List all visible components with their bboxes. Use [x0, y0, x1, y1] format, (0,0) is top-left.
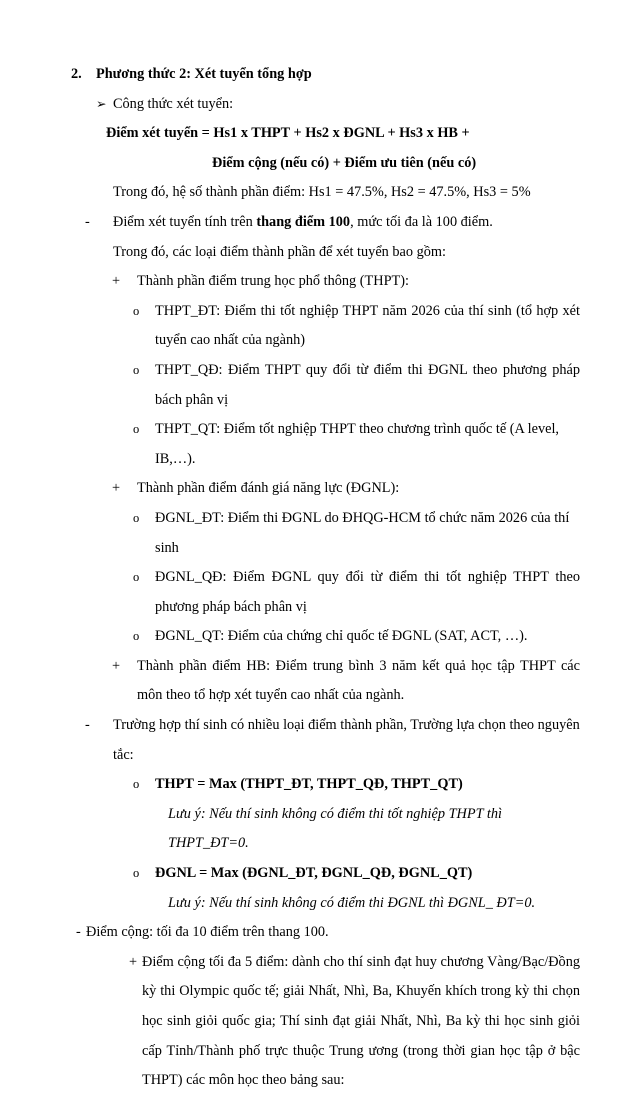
scale-item-text — [113, 208, 640, 238]
hb-group-item — [0, 652, 640, 711]
max-rule-dgnl-note: Lưu ý: Nếu thí sinh không có điểm thi ĐGNL thì ĐGNL_ ĐT=0. — [168, 894, 536, 911]
section-number: 2. — [71, 66, 82, 82]
list-item — [0, 356, 640, 415]
scale-item — [0, 208, 640, 238]
principle-item — [0, 711, 640, 770]
bonus-text: Điểm cộng: tối đa 10 điểm trên thang 100. — [86, 924, 329, 941]
bonus-detail-item — [0, 948, 640, 1096]
circle-bullet-icon: o — [133, 570, 140, 585]
max-rule-thpt-item — [0, 770, 640, 800]
bonus-item — [0, 918, 640, 948]
circle-bullet-icon: o — [133, 629, 140, 644]
principle-text: Trường hợp thí sinh có nhiều loại điểm thành phần, Trường lựa chọn theo nguyên tắc: — [113, 717, 580, 763]
circle-bullet-icon: o — [133, 510, 140, 525]
max-rule-dgnl-item — [0, 859, 640, 889]
list-item — [0, 415, 640, 474]
thpt-qt-text: THPT_QT: Điểm tốt nghiệp THPT theo chương trình quốc tế (A level, IB,…). — [155, 421, 559, 467]
scale-bold: thang điểm 100 — [256, 213, 351, 230]
plus-bullet-icon: + — [112, 273, 121, 290]
formula-intro-text: Công thức xét tuyển: — [113, 95, 234, 112]
circle-bullet-icon: o — [133, 303, 140, 318]
circle-bullet-icon: o — [133, 866, 140, 881]
thpt-dt-text: THPT_ĐT: Điểm thi tốt nghiệp THPT năm 2026 của thí sinh (tổ hợp xét tuyển cao nhất của ngành) — [155, 302, 580, 349]
list-item — [0, 622, 640, 652]
plus-bullet-icon: + — [112, 657, 121, 674]
bonus-detail-text: Điểm cộng tối đa 5 điểm: dành cho thí sinh đạt huy chương Vàng/Bạc/Đồng kỳ thi Olympic quốc tế; giải Nhất, Nhì, Ba, Khuyến khích trong kỳ thi chọn học sinh giỏi quốc gia; Thí sinh đạt giải Nhất, Nhì, Ba kỳ thi học sinh giỏi cấp Tỉnh/Thành phố trực thuộc Trung ương (trong thời gian học tập ở bậc THPT) các môn học theo bảng sau: — [142, 953, 580, 1089]
max-rule-dgnl-formula: ĐGNL = Max (ĐGNL_ĐT, ĐGNL_QĐ, ĐGNL_QT) — [155, 865, 473, 882]
dash-bullet-icon: - — [85, 717, 90, 734]
plus-bullet-icon: + — [112, 480, 121, 497]
max-rule-thpt-formula: THPT = Max (THPT_ĐT, THPT_QĐ, THPT_QT) — [155, 776, 463, 793]
dgnl-dt-text: ĐGNL_ĐT: Điểm thi ĐGNL do ĐHQG-HCM tổ chức năm 2026 của thí sinh — [155, 509, 570, 556]
formula-intro-item — [0, 90, 640, 120]
scale-suffix: , mức tối đa là 100 điểm. — [350, 213, 493, 230]
section-heading-text: Phương thức 2: Xét tuyển tổng hợp — [96, 66, 312, 82]
list-item — [0, 563, 640, 622]
dgnl-qd-text: ĐGNL_QĐ: Điểm ĐGNL quy đổi từ điểm thi tốt nghiệp THPT theo phương pháp bách phân vị — [155, 569, 580, 615]
max-rule-thpt-note: Lưu ý: Nếu thí sinh không có điểm thi tốt nghiệp THPT thì THPT_ĐT=0. — [168, 805, 502, 852]
circle-bullet-icon: o — [133, 422, 140, 437]
circle-bullet-icon: o — [133, 777, 140, 792]
plus-bullet-icon: + — [129, 953, 138, 970]
admission-formula-line-1: Điểm xét tuyển = Hs1 x THPT + Hs2 x ĐGNL + Hs3 x HB + — [106, 125, 470, 142]
thpt-qd-text: THPT_QĐ: Điểm THPT quy đổi từ điểm thi ĐGNL theo phương pháp bách phân vị — [155, 361, 580, 408]
components-intro-text: Trong đó, các loại điểm thành phần để xét tuyển bao gồm: — [113, 243, 446, 260]
dash-bullet-icon: - — [85, 213, 90, 230]
dgnl-qt-text: ĐGNL_QT: Điểm của chứng chỉ quốc tế ĐGNL (SAT, ACT, …). — [155, 628, 528, 645]
hb-group-text: Thành phần điểm HB: Điểm trung bình 3 năm kết quả học tập THPT các môn theo tổ hợp xét tuyển cao nhất của ngành. — [137, 657, 580, 704]
scale-prefix: Điểm xét tuyển tính trên — [113, 213, 257, 230]
dgnl-group-title-item — [0, 474, 640, 504]
dgnl-group-title: Thành phần điểm đánh giá năng lực (ĐGNL): — [137, 480, 400, 497]
dash-bullet-icon: - — [76, 924, 81, 941]
coefficients-text: Trong đó, hệ số thành phần điểm: Hs1 = 47.5%, Hs2 = 47.5%, Hs3 = 5% — [113, 184, 531, 201]
thpt-group-title: Thành phần điểm trung học phổ thông (THPT): — [137, 273, 409, 290]
arrow-bullet-icon: ➢ — [96, 96, 107, 111]
thpt-group-title-item — [0, 267, 640, 297]
circle-bullet-icon: o — [133, 362, 140, 377]
section-heading — [0, 60, 640, 90]
admission-formula-line-2: Điểm cộng (nếu có) + Điểm ưu tiên (nếu có) — [212, 154, 477, 171]
list-item — [0, 504, 640, 563]
list-item — [0, 297, 640, 356]
